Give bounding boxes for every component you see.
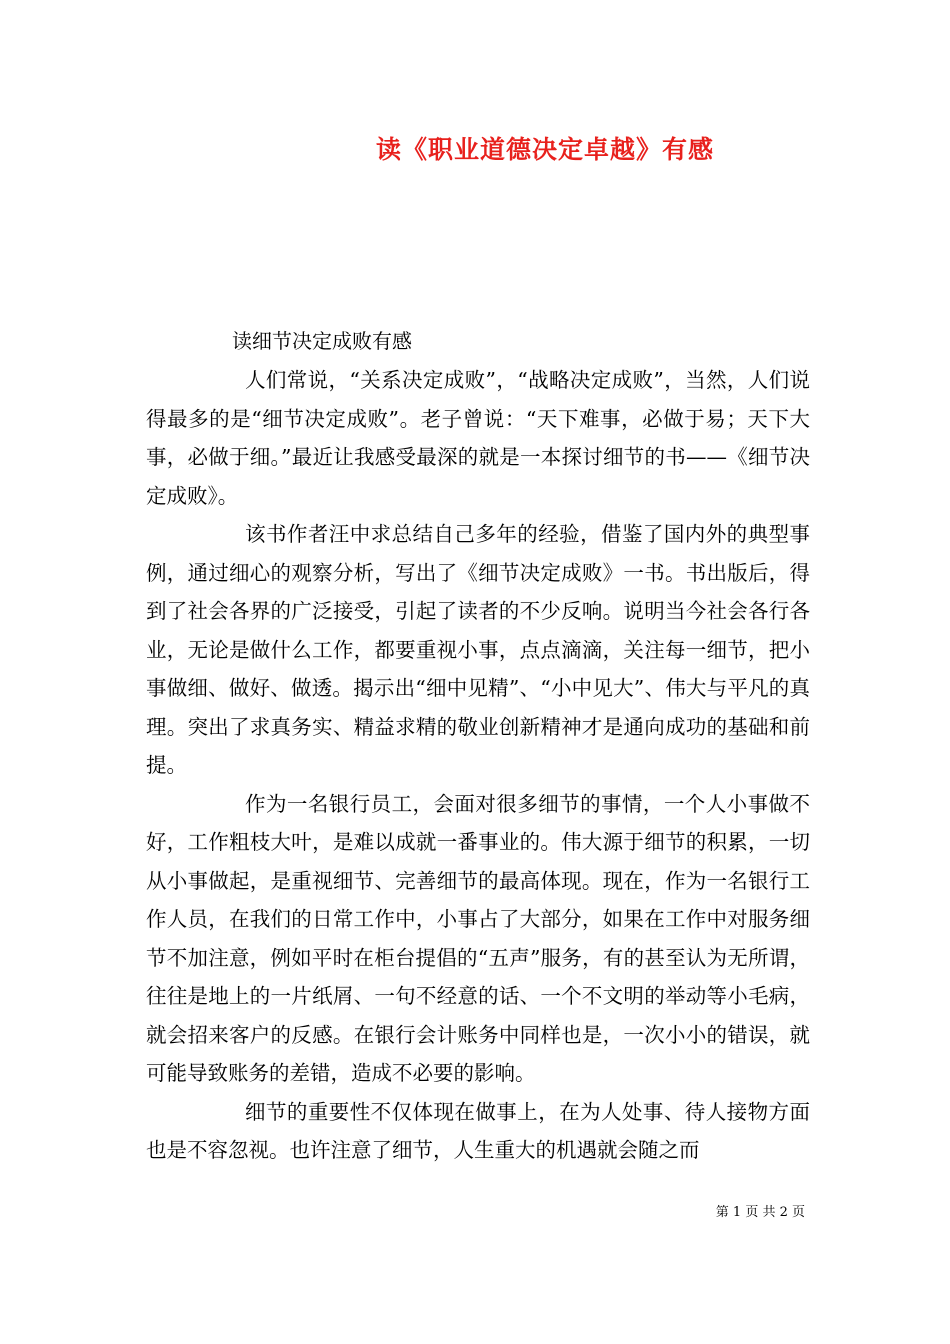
document-body <box>146 361 810 1170</box>
paragraph: 细节的重要性不仅体现在做事上，在为人处事、待人接物方面也是不容忽视。也许注意了细节，人生重大的机遇就会随之而 <box>146 1099 810 1162</box>
paragraph: 作为一名银行员工，会面对很多细节的事情，一个人小事做不好，工作粗枝大叶，是难以成就一番事业的。伟大源于细节的积累，一切从小事做起，是重视细节、完善细节的最高体现。现在，作为一名银行工作人员，在我们的日常工作中，小事占了大部分，如果在工作中对服务细节不加注意，例如平时在柜台提倡的“五声”服务，有的甚至认为无所谓，往往是地上的一片纸屑、一句不经意的话、一个不文明的举动等小毛病，就会招来客户的反感。在银行会计账务中同样也是，一次小小的错误，就可能导致账务的差错，造成不必要的影响。 <box>146 791 810 1085</box>
document-subtitle: 读细节决定成败有感 <box>232 329 412 353</box>
page-footer: 第 1 页 共 2 页 <box>715 1205 805 1220</box>
paragraph: 人们常说，“关系决定成败”，“战略决定成败”，当然，人们说得最多的是“细节决定成败”。老子曾说：“天下难事，必做于易；天下大事，必做于细。”最近让我感受最深的就是一本探讨细节的书——《细节决定成败》。 <box>146 368 810 508</box>
document-title: 读《职业道德决定卓越》有感 <box>375 135 714 164</box>
paragraph: 该书作者汪中求总结自己多年的经验，借鉴了国内外的典型事例，通过细心的观察分析，写出了《细节决定成败》一书。书出版后，得到了社会各界的广泛接受，引起了读者的不少反响。说明当今社会各行各业，无论是做什么工作，都要重视小事，点点滴滴，关注每一细节，把小事做细、做好、做透。揭示出“细中见精”、“小中见大”、伟大与平凡的真理。突出了求真务实、精益求精的敬业创新精神才是通向成功的基础和前提。 <box>146 522 810 777</box>
